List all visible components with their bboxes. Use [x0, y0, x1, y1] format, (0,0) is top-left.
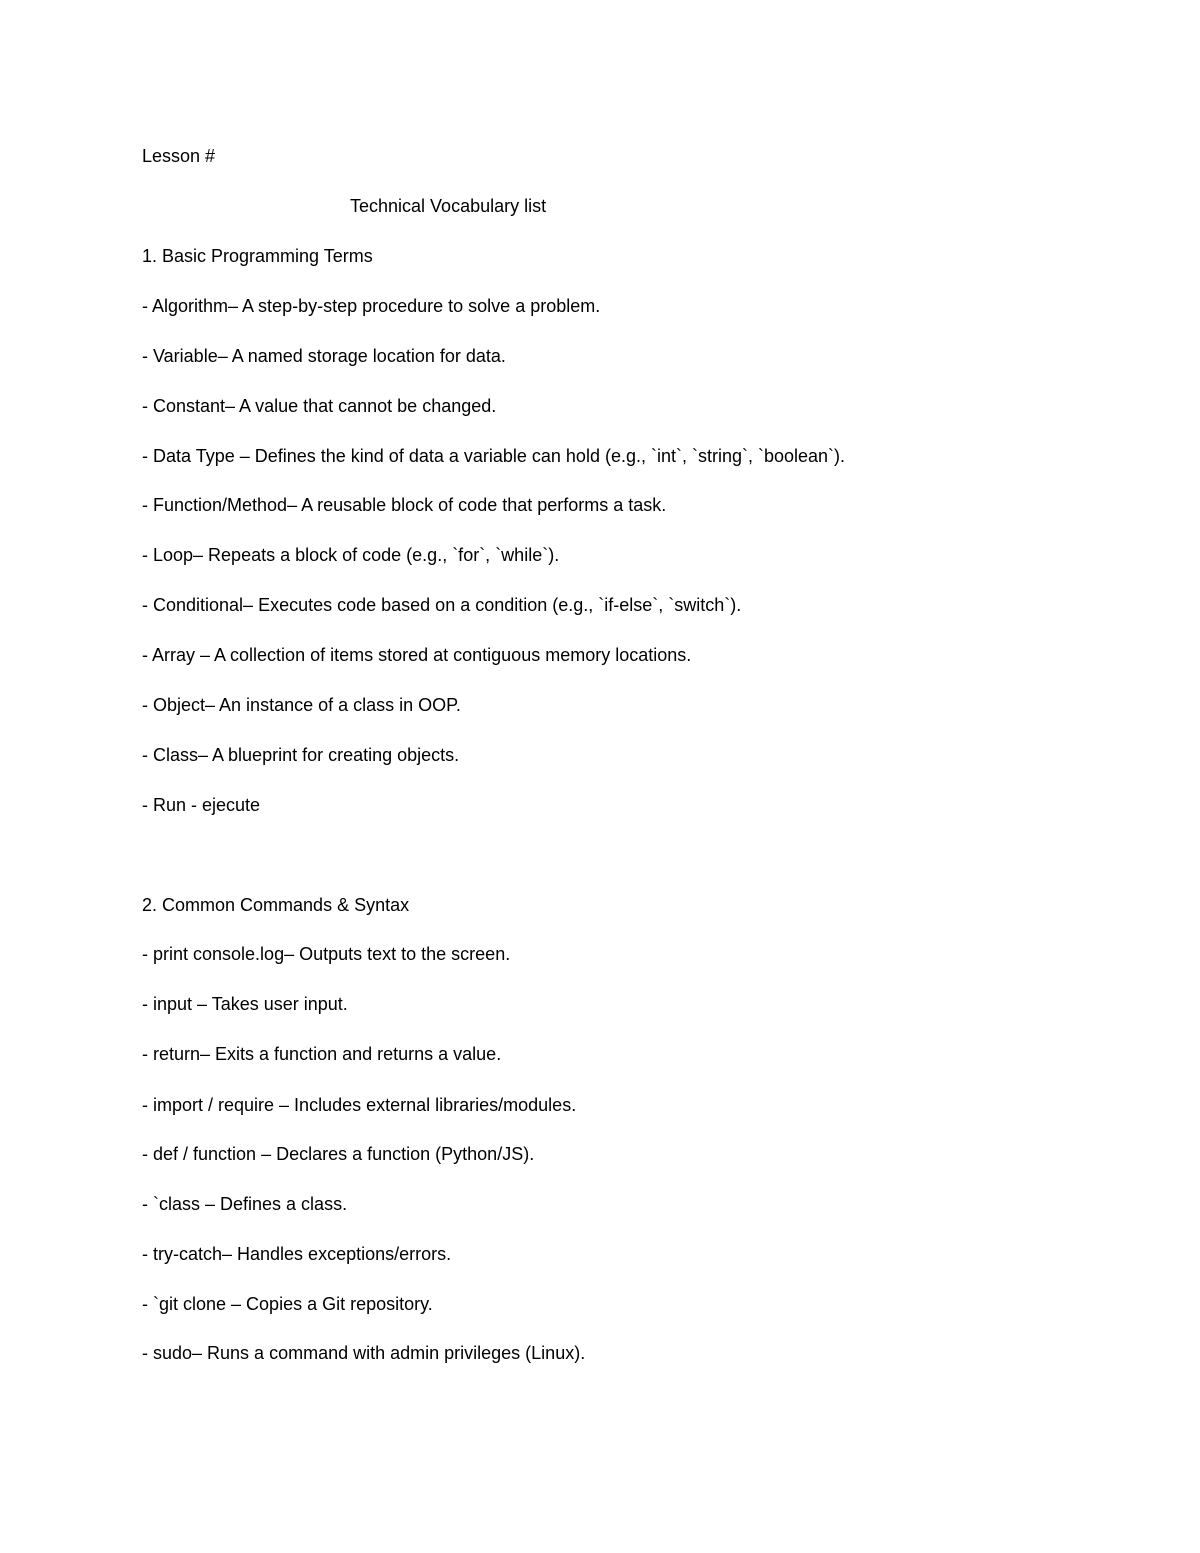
command-class: - `class – Defines a class. — [142, 1194, 348, 1214]
term-array: - Array – A collection of items stored at contiguous memory locations. — [142, 645, 692, 665]
command-try-catch: - try-catch– Handles exceptions/errors. — [142, 1244, 452, 1264]
command-print: - print console.log– Outputs text to the screen. — [142, 944, 511, 964]
command-input: - input – Takes user input. — [142, 994, 348, 1014]
term-variable: - Variable– A named storage location for data. — [142, 346, 506, 366]
term-loop: - Loop– Repeats a block of code (e.g., `for`, `while`). — [142, 545, 560, 565]
command-git-clone: - `git clone – Copies a Git repository. — [142, 1294, 433, 1314]
term-object: - Object– An instance of a class in OOP. — [142, 695, 461, 715]
command-sudo: - sudo– Runs a command with admin privileges (Linux). — [142, 1343, 586, 1363]
term-algorithm: - Algorithm– A step-by-step procedure to solve a problem. — [142, 296, 601, 316]
term-conditional: - Conditional– Executes code based on a condition (e.g., `if-else`, `switch`). — [142, 595, 742, 615]
term-run: - Run - ejecute — [142, 795, 261, 815]
term-class: - Class– A blueprint for creating objects. — [142, 745, 460, 765]
term-data-type: - Data Type – Defines the kind of data a variable can hold (e.g., `int`, `string`, `boolean`). — [142, 446, 846, 466]
page-title: Technical Vocabulary list — [350, 196, 547, 216]
command-def-function: - def / function – Declares a function (Python/JS). — [142, 1144, 535, 1164]
lesson-label: Lesson # — [142, 146, 216, 166]
command-return: - return– Exits a function and returns a value. — [142, 1044, 502, 1064]
term-function-method: - Function/Method– A reusable block of code that performs a task. — [142, 495, 667, 515]
section-heading-basic-programming-terms: 1. Basic Programming Terms — [142, 246, 373, 266]
term-constant: - Constant– A value that cannot be changed. — [142, 396, 497, 416]
command-import-require: - import / require – Includes external libraries/modules. — [142, 1095, 577, 1115]
section-heading-common-commands-syntax: 2. Common Commands & Syntax — [142, 895, 410, 915]
